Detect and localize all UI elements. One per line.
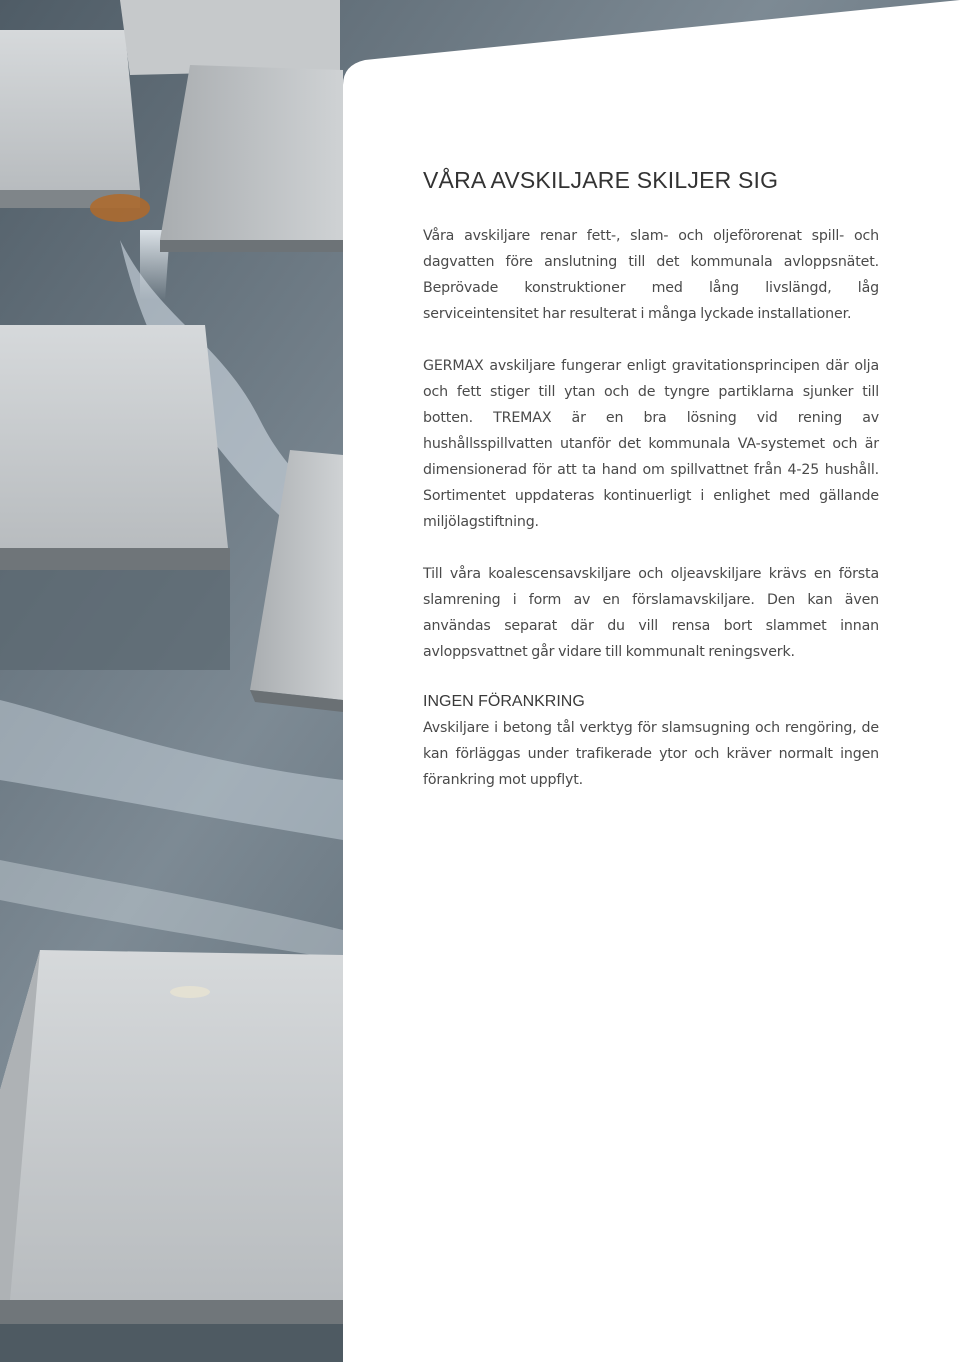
section-subheading: INGEN FÖRANKRING xyxy=(423,693,585,710)
germax-paragraph: GERMAX avskiljare fungerar enligt gravitationsprincipen där olja och fett stiger till ytan och de tyngre partiklarna sjunker till botten. TREMAX är en bra lösning vid rening av hushållsspillvatten utanför det kommunala VA-systemet och är dimensionerad för att ta hand om spillvattnet från 4-25 hushåll. Sortimentet uppdateras kontinuerligt i enlighet med gällande miljölagstiftning. xyxy=(423,358,879,530)
intro-paragraph: Våra avskiljare renar fett-, slam- och oljeförorenat spill- och dagvatten före anslutning till det kommunala avloppsnätet. Beprövade konstruktioner med lång livslängd, låg serviceintensitet har resulterat i många lyckade installationer. xyxy=(423,228,879,322)
page-title: VÅRA AVSKILJARE SKILJER SIG xyxy=(423,167,779,193)
anchoring-paragraph: Avskiljare i betong tål verktyg för slamsugning och rengöring, de kan förläggas under trafikerade ytor och kräver normalt ingen förankring mot uppflyt. xyxy=(423,720,879,788)
coalescence-paragraph: Till våra koalescensavskiljare och oljeavskiljare krävs en första slamrening i form av en förslamavskiljare. Den kan även användas separat där du vill rensa bort slammet innan avloppsvattnet går vidare till kommunalt reningsverk. xyxy=(423,566,879,660)
article xyxy=(423,164,879,793)
